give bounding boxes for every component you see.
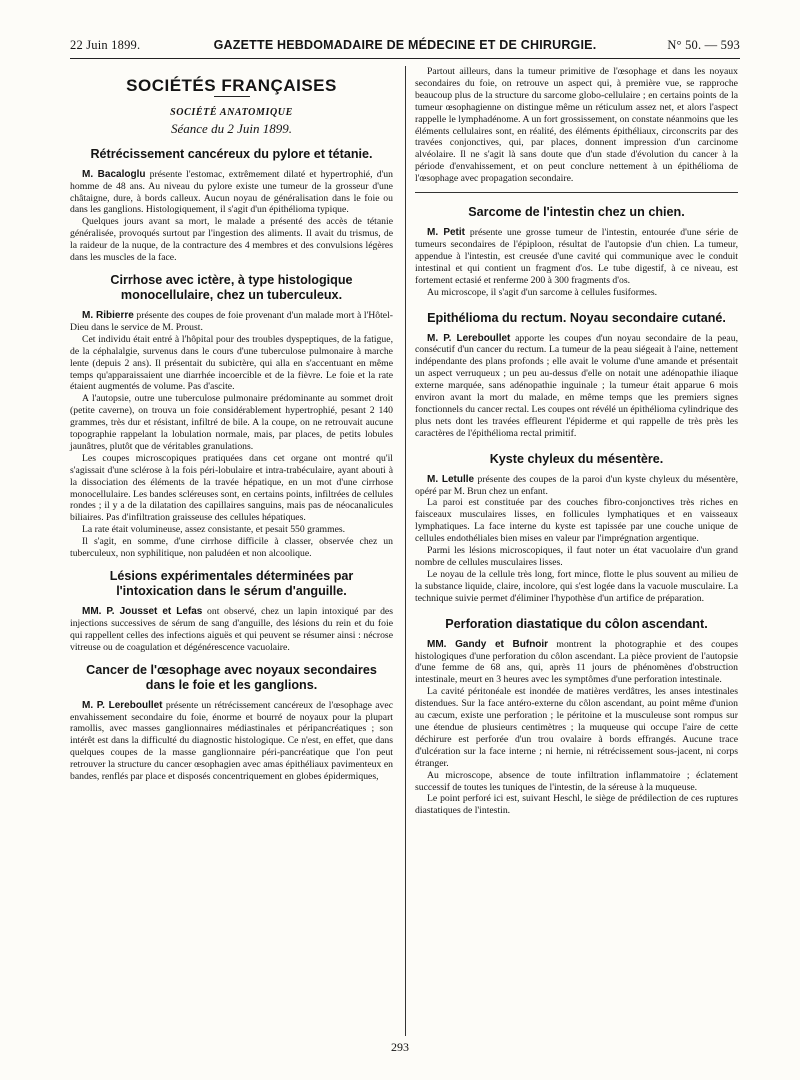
paragraph [70, 216, 393, 264]
section-heading: Epithélioma du rectum. Noyau secondaire cutané. [427, 310, 726, 325]
left-column [70, 66, 393, 783]
section-heading: Cirrhose avec ictère, à type histologique monocellulaire, chez un tuberculeux. [110, 272, 353, 302]
header-rule [70, 58, 740, 59]
paragraph-text: présente des coupes de la paroi d'un kyste chyleux du mésentère, opéré par M. Brun chez un enfant. [415, 473, 738, 497]
speaker-name: MM. P. Jousset et Lefas [82, 606, 203, 617]
paragraph-text: A l'autopsie, outre une tuberculose pulmonaire prédominante au sommet droit (petite caverne), on trouva un foie considérablement hypertrophié, pesant 2 140 grammes, très dur et résistant, infiltré de bile. A la coupe, on ne retrouvait aucune topographie rappelant la lobulation normale, mais, par places, de petits lobules jaunâtres, plutôt que de véritables granulations. [70, 393, 393, 452]
paragraph-text: Partout ailleurs, dans la tumeur primitive de l'œsophage et dans les noyaux secondaires du foie, on retrouve un aspect qui, à première vue, se rapproche beaucoup plus de la structure du sarcome globo-cellulaire ; en certains points de la tumeur œsophagienne on distingue même un réticulum assez net, et alors l'aspect rappelle le lymphadénome. A un fort grossissement, on constate néanmoins que les éléments cellulaires sont, en réalité, des éléments épithéliaux, circonscrits par des travées conjonctives, qui, par places, donnent impression d'un carcinome alvéolaire. Il ne s'agit là sans doute que d'un stade d'évolution du cancer à la période d'envahissement, et on peut conclure nettement à un épithélioma de l'œsophage avec propagation secondaire. [415, 66, 738, 185]
speaker-name: MM. Gandy et Bufnoir [427, 638, 549, 650]
speaker-name: M. Bacaloglu [82, 168, 146, 180]
speaker-name: M. Letulle [427, 473, 475, 485]
paragraph-text: Au microscope, il s'agit d'un sarcome à cellules fusiformes. [427, 286, 658, 298]
paragraph [415, 333, 738, 440]
paragraph-text: présente l'estomac, extrêmement dilaté et hypertrophié, d'un homme de 48 ans. Au niveau du pylore existe une tumeur de la grosseur d'une châtaigne, dure, à bords calleux. Aucun noyau de généralisation dans le foie ou dans les ganglions. Histologiquement, il s'agit d'un épithélioma typique. [70, 168, 393, 216]
paragraph [70, 169, 393, 217]
paragraph-text: Parmi les lésions microscopiques, il faut noter un état vacuolaire d'un grand nombre de cellules musculaires lisses. [415, 545, 738, 568]
column-divider [405, 66, 406, 1036]
issue-date: 22 Juin 1899. [70, 38, 141, 52]
paragraph [70, 536, 393, 560]
issue-number-page: N° 50. — 593 [667, 38, 740, 52]
journal-title: GAZETTE HEBDOMADAIRE DE MÉDECINE ET DE CHIRURGIE. [213, 38, 597, 52]
section-heading: Sarcome de l'intestin chez un chien. [468, 205, 685, 220]
paragraph-text: Au microscope, absence de toute infiltration inflammatoire ; éclatement successif de toutes les tuniques de l'intestin, de la séreuse à la muqueuse. [415, 769, 738, 793]
section-rule [415, 192, 738, 193]
paragraph-text: Quelques jours avant sa mort, le malade a présenté des accès de tétanie généralisée, provoqués surtout par l'ingestion des aliments. Il avait du trismus, de la raideur de la nuque, de la contracture des 4 membres et des convulsions légères dans les muscles de la face. [70, 216, 393, 264]
paragraph [415, 545, 738, 569]
masthead-rule [214, 96, 250, 97]
paragraph-text: La rate était volumineuse, assez consistante, et pesait 550 grammes. [82, 524, 346, 536]
paragraph-text: La paroi est constituée par des couches fibro-conjonctives très riches en faisceaux musculaires lisses, en follicules lymphatiques et en vaisseaux lymphatiques. La face interne du kyste est tapissée par une couche unique de cellules endothéliales bien mises en valeur par l'imprégnation argentique. [415, 497, 738, 545]
right-column [415, 66, 738, 817]
paragraph-text: ont observé, chez un lapin intoxiqué par des injections successives de sérum de sang d'anguille, des lésions du rein et du foie qui rappellent celles des infections aiguës et qui peuvent se résumer ainsi : nécrose vitreuse ou de coagulation et dégénérescence vacuolaire. [70, 606, 394, 653]
paragraph-text: Cet individu était entré à l'hôpital pour des troubles dyspeptiques, de la fatigue, de la céphalalgie, survenus dans le cours d'une tuberculose pulmonaire à marche lente (depuis 2 ans). Il présentait du subictère, qui alla en s'accentuant en même temps qu'apparaissaient une diarrhée incoercible et de la fièvre. Le foie et la rate étaient augmentés de volume. Pas d'ascite. [70, 333, 393, 393]
paragraph-text: La cavité péritonéale est inondée de matières verdâtres, les anses intestinales distendues. Sur la face antéro-externe du côlon ascendant, au point même d'union au cæcum, existe une perforation ; le péritoine et la musculeuse sont rompus sur une étendue de plusieurs centimètres ; la muqueuse qui occupe l'aire de cette déchirure est perforée d'un trou ovalaire à bords effrangés. Aucune trace d'ulcération sur la face interne ; ni hernie, ni rétrécissement sous-jacent, ni corps étranger. [415, 686, 738, 769]
society-name: SOCIÉTÉ ANATOMIQUE [170, 106, 293, 118]
paragraph-text: présente une grosse tumeur de l'intestin, entourée d'une série de tumeurs secondaires de l'épiploon, résultat de l'autopsie d'un chien. La tumeur, appendue à l'intestin, est creusée d'une cavité qui communique avec le conduit intestinal et qui contient un fragment d'os. Le tube digestif, à ce niveau, est fortement ectasié et renferme 200 à 300 fragments d'os. [415, 227, 738, 286]
paragraph-text: Le point perforé ici est, suivant Heschl, le siège de prédilection de ces ruptures diastatiques de l'intestin. [415, 793, 738, 817]
paragraph [415, 66, 738, 185]
speaker-name: M. Petit [427, 227, 465, 239]
paragraph [70, 453, 393, 524]
paragraph [70, 334, 393, 394]
paragraph [415, 287, 738, 299]
paragraph-text: apporte les coupes d'un noyau secondaire de la peau, consécutif d'un cancer du rectum. La tumeur de la peau siégeait à l'aine, nettement indépendante des plans profonds ; elle avait le volume d'une amande et présentait un aspect verruqueux ; un peu au-dessus d'elle on notait une adénopathie iliaque externe marquée, sans adénopathie inguinale ; la tumeur était apparue 6 mois environ avant la mort du malade, en même temps que les premiers signes fonctionnels du cancer rectal. Les coupes ont révélé un épithélioma cylindrique des plus nets dont les travées effleurent l'épiderme et qui rappelle de très près les caractères de l'épithélioma rectal primitif. [415, 332, 738, 439]
running-head [70, 36, 740, 56]
paragraph-text: montrent la photographie et des coupes histologiques d'une perforation du côlon ascendant. La pièce provient de l'autopsie d'une femme de 68 ans, qui, après 11 jours de phénomènes d'obstruction intestinale, meurt en 3 heures avec les symptômes d'une perforation intestinale. [415, 638, 738, 686]
paragraph [70, 310, 393, 334]
seance-date: Séance du 2 Juin 1899. [171, 120, 292, 136]
paragraph [415, 474, 738, 498]
speaker-name: M. P. Lereboullet [82, 699, 163, 711]
paragraph [415, 227, 738, 287]
speaker-name: M. P. Lereboullet [427, 332, 511, 344]
paragraph [415, 686, 738, 769]
paragraph-text: Le noyau de la cellule très long, fort mince, flotte le plus souvent au milieu de la substance liquide, claire, incolore, qui s'est logée dans la vacuole musculaire. La technique suivie permet d'éliminer l'hypothèse d'un artifice de préparation. [415, 568, 738, 604]
page-number: 293 [391, 1040, 409, 1054]
section-heading: Cancer de l'œsophage avec noyaux secondaires dans le foie et les ganglions. [86, 662, 377, 692]
paragraph-text: Il s'agit, en somme, d'une cirrhose difficile à classer, observée chez un tuberculeux, non syphilitique, non paludéen et non alcoolique. [70, 536, 393, 560]
section-heading: Kyste chyleux du mésentère. [489, 451, 664, 466]
speaker-name: M. Ribierre [82, 309, 134, 321]
paragraph [415, 770, 738, 794]
section-masthead: SOCIÉTÉS FRANÇAISES [126, 76, 337, 95]
paragraph [70, 393, 393, 453]
paragraph [415, 569, 738, 605]
section-heading: Rétrécissement cancéreux du pylore et tétanie. [90, 146, 373, 161]
paragraph-text: présente des coupes de foie provenant d'un malade mort à l'Hôtel-Dieu dans le service de M. Proust. [70, 309, 394, 333]
paragraph [70, 606, 393, 654]
section-heading: Lésions expérimentales déterminées par l'intoxication dans le sérum d'anguille. [109, 569, 354, 598]
paragraph [70, 700, 393, 783]
paragraph [70, 524, 393, 536]
section-heading: Perforation diastatique du côlon ascendant. [445, 616, 708, 631]
paragraph [415, 639, 738, 687]
paragraph-text: présente un rétrécissement cancéreux de l'œsophage avec envahissement secondaire du foie, énorme et bourré de noyaux pour la plupart ramollis, avec masses ganglionnaires médiastinales et péripancréatiques ; son intérêt est dans la difficulté du diagnostic histologique. Ce n'est, en effet, que dans quelques coupes de la masse ganglionnaire péri-pancréatique que l'on peut retrouver la structure du cancer œsophagien avec amas épithéliaux pavimenteux en bandes, renflés par place et disposés concentriquement en globes épidermiques, [70, 699, 394, 783]
paragraph [415, 497, 738, 545]
paragraph [415, 793, 738, 817]
paragraph-text: Les coupes microscopiques pratiquées dans cet organe ont montré qu'il s'agissait d'une sclérose à la fois péri-lobulaire et intra-trabéculaire, ayant abouti à la dissociation des éléments de la travée hépatique, en un mot d'une cirrhose monocellulaire. Les bandes scléreuses sont, en certains points, infiltrées de cellules rondes ; il y a de la dilatation des capillaires sanguins, mais pas de néocanalicules biliaires. Pas d'infiltration graisseuse des cellules hépatiques. [70, 452, 393, 524]
